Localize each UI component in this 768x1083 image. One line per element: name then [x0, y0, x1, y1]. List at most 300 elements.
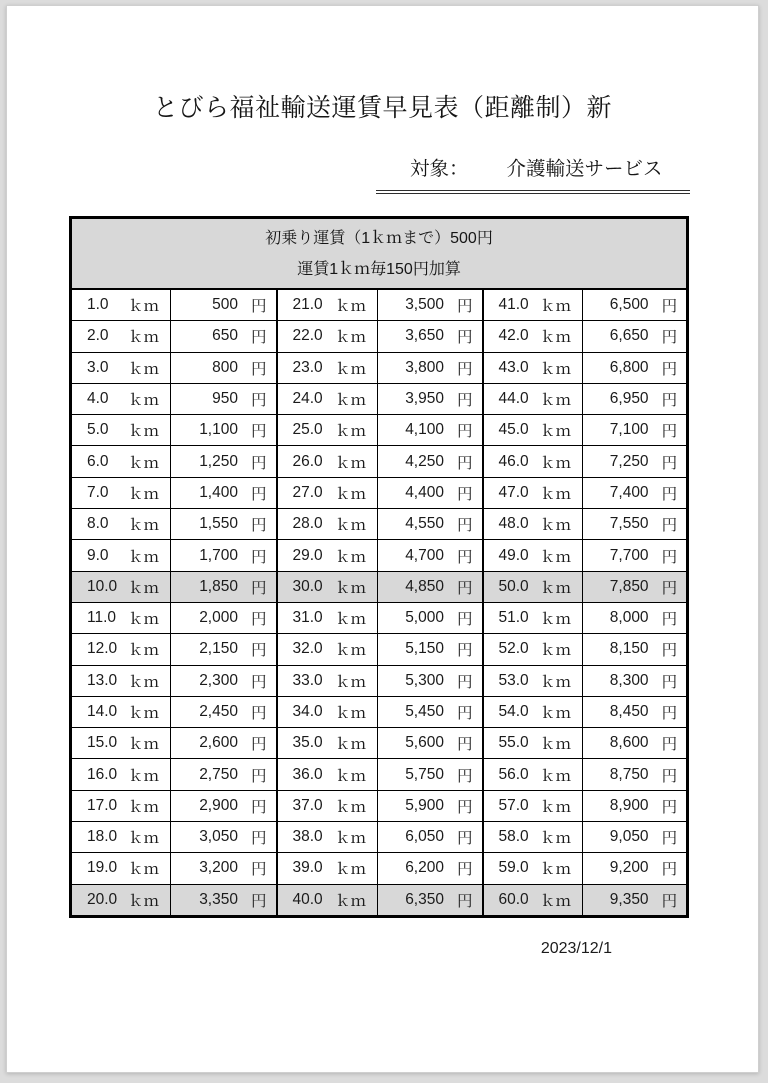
- distance-unit: ｋｍ: [539, 705, 571, 722]
- distance-unit: ｋｍ: [334, 611, 366, 629]
- distance-cell: [483, 853, 583, 884]
- distance-unit: ｋｍ: [127, 642, 159, 660]
- fare-unit: 円: [661, 830, 678, 848]
- distance-cell: [483, 884, 583, 916]
- distance-value: 50.0: [498, 577, 529, 595]
- fare-cell: [171, 352, 277, 383]
- distance-cell: [71, 853, 171, 884]
- distance-value: 29.0: [292, 546, 323, 564]
- distance-cell: [483, 383, 583, 414]
- distance-unit: ｋｍ: [334, 673, 366, 691]
- fare-cell: [583, 540, 688, 571]
- fare-value: 8,450: [609, 703, 649, 720]
- distance-cell: [483, 665, 583, 696]
- distance-cell: [483, 446, 583, 477]
- distance-unit: ｋｍ: [127, 705, 159, 722]
- fare-unit: 円: [661, 642, 678, 660]
- per-km-fare-note: 運賃1ｋｍ毎150円加算: [297, 260, 461, 278]
- fare-cell: [171, 634, 277, 665]
- distance-value: 45.0: [498, 421, 529, 439]
- distance-value: 15.0: [87, 734, 118, 752]
- fare-unit: 円: [661, 892, 678, 910]
- fare-cell: [583, 790, 688, 821]
- distance-value: 24.0: [292, 390, 323, 408]
- fare-unit: 円: [456, 673, 473, 691]
- fare-cell: [583, 822, 688, 853]
- distance-unit: ｋｍ: [127, 673, 159, 691]
- distance-value: 42.0: [498, 327, 529, 345]
- distance-value: 43.0: [498, 358, 529, 376]
- distance-value: 48.0: [498, 515, 529, 533]
- distance-cell: [277, 853, 378, 884]
- fare-value: 8,600: [609, 734, 649, 752]
- fare-unit: 円: [661, 298, 678, 316]
- fare-value: 3,050: [199, 828, 238, 846]
- distance-cell: [483, 321, 583, 352]
- fare-unit: 円: [456, 423, 473, 441]
- fare-unit: 円: [661, 454, 678, 472]
- fare-table-body: [71, 289, 688, 916]
- fare-value: 2,000: [199, 609, 238, 627]
- fare-cell: [378, 853, 483, 884]
- fare-unit: 円: [456, 736, 473, 754]
- distance-value: 8.0: [87, 515, 109, 533]
- fare-cell: [378, 822, 483, 853]
- distance-value: 22.0: [292, 327, 323, 345]
- fare-cell: [171, 822, 277, 853]
- distance-unit: ｋｍ: [539, 736, 571, 754]
- fare-unit: 円: [661, 736, 678, 754]
- distance-cell: [277, 696, 378, 727]
- fare-value: 6,650: [609, 327, 649, 345]
- fare-cell: [583, 289, 688, 321]
- distance-cell: [277, 540, 378, 571]
- fare-cell: [583, 696, 688, 727]
- fare-value: 8,750: [609, 765, 649, 783]
- distance-value: 7.0: [87, 483, 109, 501]
- fare-value: 6,050: [405, 828, 444, 846]
- distance-value: 2.0: [87, 327, 109, 345]
- fare-unit: 円: [250, 298, 267, 316]
- fare-unit: 円: [250, 454, 267, 472]
- fare-value: 8,150: [609, 640, 649, 658]
- fare-value: 4,100: [405, 421, 444, 439]
- fare-value: 9,200: [609, 859, 649, 877]
- distance-value: 3.0: [87, 358, 109, 376]
- fare-value: 6,800: [609, 358, 649, 376]
- distance-value: 26.0: [292, 452, 323, 470]
- document-date: 2023/12/1: [540, 940, 612, 957]
- distance-cell: [483, 415, 583, 446]
- fare-unit: 円: [661, 673, 678, 691]
- distance-value: 28.0: [292, 515, 323, 533]
- fare-cell: [171, 571, 277, 602]
- distance-value: 51.0: [498, 609, 529, 627]
- fare-unit: 円: [456, 892, 473, 910]
- distance-unit: ｋｍ: [539, 454, 571, 472]
- distance-cell: [71, 446, 171, 477]
- distance-value: 27.0: [292, 483, 323, 501]
- fare-row: [71, 321, 688, 352]
- distance-cell: [483, 759, 583, 790]
- fare-value: 650: [212, 327, 238, 345]
- distance-cell: [277, 446, 378, 477]
- fare-cell: [378, 696, 483, 727]
- fare-unit: 円: [456, 861, 473, 879]
- fare-unit: 円: [456, 517, 473, 535]
- fare-unit: 円: [661, 767, 678, 785]
- fare-cell: [378, 602, 483, 633]
- fare-unit: 円: [661, 485, 678, 503]
- fare-unit: 円: [250, 548, 267, 566]
- fare-cell: [171, 728, 277, 759]
- distance-unit: ｋｍ: [334, 767, 366, 785]
- distance-cell: [277, 728, 378, 759]
- fare-cell: [583, 383, 688, 414]
- fare-cell: [583, 728, 688, 759]
- distance-value: 32.0: [292, 640, 323, 658]
- distance-unit: ｋｍ: [539, 892, 571, 910]
- fare-value: 8,900: [609, 796, 649, 814]
- distance-unit: ｋｍ: [334, 517, 366, 535]
- distance-cell: [71, 759, 171, 790]
- fare-unit: 円: [661, 798, 678, 816]
- distance-unit: ｋｍ: [127, 360, 159, 378]
- fare-value: 950: [212, 390, 238, 408]
- fare-value: 4,400: [405, 483, 444, 501]
- distance-unit: ｋｍ: [127, 298, 159, 316]
- distance-value: 37.0: [292, 796, 323, 814]
- fare-cell: [378, 477, 483, 508]
- fare-cell: [171, 289, 277, 321]
- fare-row: [71, 477, 688, 508]
- fare-value: 1,850: [199, 577, 238, 595]
- distance-cell: [71, 696, 171, 727]
- distance-unit: ｋｍ: [127, 767, 159, 785]
- fare-unit: 円: [250, 673, 267, 691]
- fare-cell: [171, 509, 277, 540]
- fare-unit: 円: [661, 517, 678, 535]
- fare-table: [69, 216, 689, 918]
- fare-row: [71, 289, 688, 321]
- distance-cell: [483, 571, 583, 602]
- distance-unit: ｋｍ: [127, 611, 159, 629]
- fare-value: 1,100: [199, 421, 238, 439]
- fare-value: 2,300: [199, 671, 238, 689]
- fare-value: 2,600: [199, 734, 238, 752]
- fare-value: 6,350: [405, 890, 444, 908]
- fare-row: [71, 696, 688, 727]
- table-header-row: [71, 218, 688, 290]
- fare-unit: 円: [456, 360, 473, 378]
- distance-cell: [277, 759, 378, 790]
- distance-cell: [71, 634, 171, 665]
- fare-value: 5,600: [405, 734, 444, 752]
- distance-unit: ｋｍ: [334, 548, 366, 566]
- document-page: [6, 5, 759, 1073]
- fare-unit: 円: [661, 579, 678, 597]
- distance-unit: ｋｍ: [127, 892, 159, 910]
- fare-cell: [171, 759, 277, 790]
- distance-cell: [483, 822, 583, 853]
- fare-unit: 円: [250, 517, 267, 535]
- distance-value: 39.0: [292, 859, 323, 877]
- fare-unit: 円: [661, 548, 678, 566]
- fare-cell: [378, 571, 483, 602]
- fare-cell: [171, 446, 277, 477]
- distance-value: 55.0: [498, 734, 529, 752]
- fare-value: 5,750: [405, 765, 444, 783]
- fare-value: 6,200: [405, 859, 444, 877]
- fare-cell: [378, 634, 483, 665]
- fare-unit: 円: [250, 611, 267, 629]
- fare-unit: 円: [250, 736, 267, 754]
- distance-value: 9.0: [87, 546, 109, 564]
- fare-value: 800: [212, 358, 238, 376]
- distance-cell: [483, 696, 583, 727]
- distance-value: 6.0: [87, 452, 109, 470]
- distance-value: 52.0: [498, 640, 529, 658]
- fare-value: 8,300: [609, 671, 649, 689]
- distance-value: 54.0: [498, 703, 529, 720]
- distance-unit: ｋｍ: [539, 830, 571, 848]
- fare-cell: [583, 853, 688, 884]
- distance-value: 60.0: [498, 890, 529, 908]
- distance-cell: [71, 352, 171, 383]
- distance-cell: [277, 383, 378, 414]
- fare-unit: 円: [456, 798, 473, 816]
- fare-cell: [583, 665, 688, 696]
- fare-unit: 円: [456, 611, 473, 629]
- fare-value: 3,950: [405, 390, 444, 408]
- distance-value: 59.0: [498, 859, 529, 877]
- distance-unit: ｋｍ: [127, 392, 159, 410]
- fare-unit: 円: [661, 329, 678, 347]
- distance-unit: ｋｍ: [127, 579, 159, 597]
- distance-unit: ｋｍ: [539, 611, 571, 629]
- fare-cell: [378, 884, 483, 916]
- fare-row: [71, 728, 688, 759]
- fare-unit: 円: [456, 705, 473, 722]
- fare-value: 6,950: [609, 390, 649, 408]
- subject-value: 介護輸送サービス: [506, 158, 663, 180]
- distance-cell: [483, 352, 583, 383]
- fare-cell: [583, 759, 688, 790]
- fare-unit: 円: [661, 360, 678, 378]
- fare-cell: [378, 383, 483, 414]
- fare-cell: [583, 477, 688, 508]
- fare-value: 7,550: [609, 515, 649, 533]
- distance-unit: ｋｍ: [539, 329, 571, 347]
- fare-cell: [583, 321, 688, 352]
- distance-value: 23.0: [292, 358, 323, 376]
- fare-unit: 円: [456, 485, 473, 503]
- page-title: とびら福祉輸送運賃早見表（距離制）新: [152, 94, 612, 122]
- distance-cell: [483, 634, 583, 665]
- fare-value: 3,500: [405, 296, 444, 314]
- distance-value: 11.0: [87, 609, 117, 627]
- fare-value: 3,350: [199, 890, 238, 908]
- fare-value: 2,750: [199, 765, 238, 783]
- distance-unit: ｋｍ: [539, 642, 571, 660]
- fare-row: [71, 509, 688, 540]
- fare-cell: [378, 759, 483, 790]
- distance-value: 44.0: [498, 390, 529, 408]
- fare-value: 5,000: [405, 609, 444, 627]
- fare-value: 2,150: [199, 640, 238, 658]
- fare-unit: 円: [250, 579, 267, 597]
- fare-value: 7,100: [609, 421, 649, 439]
- distance-cell: [71, 509, 171, 540]
- fare-cell: [171, 540, 277, 571]
- distance-cell: [71, 477, 171, 508]
- distance-value: 49.0: [498, 546, 529, 564]
- distance-unit: ｋｍ: [334, 298, 366, 316]
- fare-unit: 円: [250, 767, 267, 785]
- fare-value: 6,500: [609, 296, 649, 314]
- distance-cell: [71, 289, 171, 321]
- fare-unit: 円: [250, 892, 267, 910]
- distance-unit: ｋｍ: [334, 736, 366, 754]
- distance-cell: [277, 571, 378, 602]
- fare-unit: 円: [456, 579, 473, 597]
- distance-value: 31.0: [292, 609, 323, 627]
- distance-unit: ｋｍ: [127, 798, 159, 816]
- distance-cell: [483, 790, 583, 821]
- fare-unit: 円: [661, 392, 678, 410]
- distance-value: 10.0: [87, 577, 118, 595]
- distance-unit: ｋｍ: [539, 579, 571, 597]
- fare-cell: [171, 853, 277, 884]
- fare-value: 5,900: [405, 796, 444, 814]
- fare-unit: 円: [456, 830, 473, 848]
- fare-row: [71, 415, 688, 446]
- fare-value: 3,650: [405, 327, 444, 345]
- fare-unit: 円: [661, 861, 678, 879]
- distance-cell: [277, 602, 378, 633]
- fare-row: [71, 571, 688, 602]
- fare-value: 4,700: [405, 546, 444, 564]
- fare-row: [71, 853, 688, 884]
- fare-value: 8,000: [609, 609, 649, 627]
- fare-unit: 円: [250, 485, 267, 503]
- fare-unit: 円: [661, 705, 678, 722]
- distance-cell: [71, 415, 171, 446]
- fare-row: [71, 759, 688, 790]
- distance-cell: [71, 540, 171, 571]
- distance-unit: ｋｍ: [334, 579, 366, 597]
- fare-unit: 円: [250, 642, 267, 660]
- fare-unit: 円: [250, 392, 267, 410]
- distance-value: 13.0: [87, 671, 118, 689]
- fare-unit: 円: [661, 423, 678, 441]
- base-fare-note: 初乗り運賃（1ｋｍまで）500円: [265, 229, 493, 247]
- distance-value: 41.0: [498, 296, 529, 314]
- fare-unit: 円: [250, 423, 267, 441]
- fare-value: 5,150: [405, 640, 444, 658]
- distance-value: 36.0: [292, 765, 323, 783]
- distance-unit: ｋｍ: [127, 485, 159, 503]
- distance-unit: ｋｍ: [334, 485, 366, 503]
- fare-cell: [378, 352, 483, 383]
- distance-value: 38.0: [292, 828, 323, 846]
- distance-value: 34.0: [292, 703, 323, 720]
- fare-cell: [171, 790, 277, 821]
- fare-row: [71, 634, 688, 665]
- distance-cell: [71, 822, 171, 853]
- fare-cell: [378, 509, 483, 540]
- distance-cell: [277, 321, 378, 352]
- distance-unit: ｋｍ: [539, 517, 571, 535]
- fare-cell: [583, 571, 688, 602]
- distance-unit: ｋｍ: [127, 861, 159, 879]
- distance-unit: ｋｍ: [127, 454, 159, 472]
- fare-value: 7,700: [609, 546, 649, 564]
- distance-cell: [277, 415, 378, 446]
- distance-cell: [483, 540, 583, 571]
- fare-unit: 円: [250, 360, 267, 378]
- distance-cell: [277, 289, 378, 321]
- distance-unit: ｋｍ: [334, 892, 366, 910]
- distance-cell: [277, 477, 378, 508]
- fare-row: [71, 790, 688, 821]
- distance-value: 53.0: [498, 671, 529, 689]
- distance-unit: ｋｍ: [539, 548, 571, 566]
- distance-unit: ｋｍ: [539, 673, 571, 691]
- distance-value: 20.0: [87, 890, 118, 908]
- fare-cell: [378, 790, 483, 821]
- distance-value: 12.0: [87, 640, 118, 658]
- subject-line: [376, 153, 690, 194]
- distance-unit: ｋｍ: [334, 423, 366, 441]
- distance-value: 56.0: [498, 765, 529, 783]
- distance-value: 16.0: [87, 765, 118, 783]
- fare-value: 4,850: [405, 577, 444, 595]
- distance-value: 30.0: [292, 577, 323, 595]
- distance-value: 58.0: [498, 828, 529, 846]
- distance-value: 25.0: [292, 421, 323, 439]
- fare-unit: 円: [456, 548, 473, 566]
- fare-row: [71, 446, 688, 477]
- fare-cell: [378, 415, 483, 446]
- fare-value: 500: [212, 296, 238, 314]
- fare-value: 1,700: [199, 546, 238, 564]
- distance-cell: [277, 634, 378, 665]
- fare-value: 5,450: [405, 703, 444, 720]
- distance-unit: ｋｍ: [539, 861, 571, 879]
- distance-cell: [71, 571, 171, 602]
- fare-unit: 円: [250, 861, 267, 879]
- fare-cell: [378, 446, 483, 477]
- fare-unit: 円: [456, 454, 473, 472]
- fare-cell: [583, 509, 688, 540]
- distance-unit: ｋｍ: [334, 861, 366, 879]
- distance-value: 35.0: [292, 734, 323, 752]
- distance-value: 14.0: [87, 703, 118, 720]
- fare-cell: [171, 696, 277, 727]
- distance-unit: ｋｍ: [539, 298, 571, 316]
- fare-value: 5,300: [405, 671, 444, 689]
- distance-value: 4.0: [87, 390, 109, 408]
- fare-cell: [378, 540, 483, 571]
- fare-cell: [583, 884, 688, 916]
- subject-label: 対象：: [410, 158, 469, 180]
- distance-value: 33.0: [292, 671, 323, 689]
- fare-cell: [378, 728, 483, 759]
- fare-cell: [378, 665, 483, 696]
- distance-cell: [71, 321, 171, 352]
- fare-cell: [171, 321, 277, 352]
